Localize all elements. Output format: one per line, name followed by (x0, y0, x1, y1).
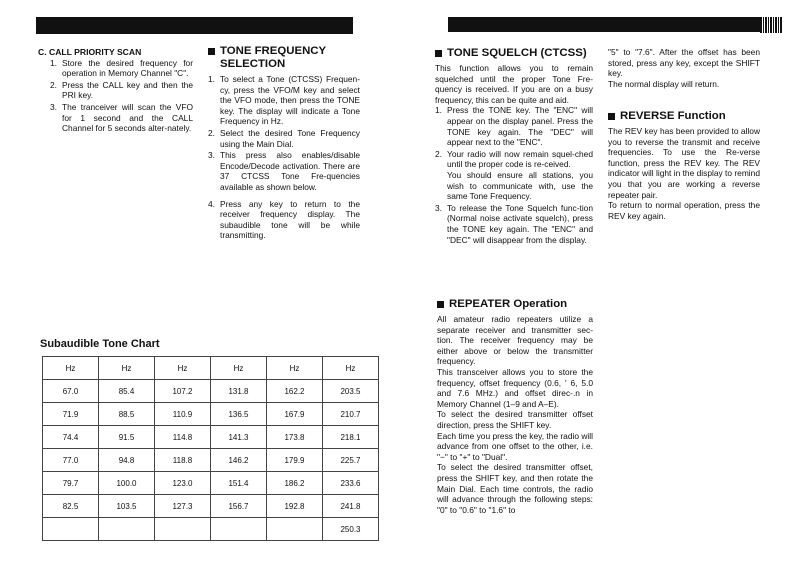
table-cell: 94.8 (99, 449, 155, 472)
repeater-title: REPEATER Operation (449, 298, 568, 310)
table-row (43, 449, 379, 472)
table-cell: 210.7 (323, 403, 379, 426)
list-item: 4. Press any key to return to the receiver frequency display. The subaudible tone will be while transmitting. (208, 198, 360, 241)
repeater-paragraph: Each time you press the key, the radio will advance from one offset to the other, i.e. "−" to "+" to "Dual". (437, 430, 593, 462)
table-cell: 179.9 (267, 449, 323, 472)
tone-squelch-heading (435, 47, 593, 60)
list-item: 2. Select the desired Tone Frequency using the Main Dial. (208, 127, 360, 149)
table-cell: 250.3 (323, 518, 379, 541)
reverse-paragraph: To return to normal operation, press the REV key again. (608, 200, 760, 221)
reverse-heading (608, 110, 760, 123)
table-row (43, 403, 379, 426)
tone-chart-table (42, 356, 379, 541)
table-cell: 118.8 (155, 449, 211, 472)
table-cell: 233.6 (323, 472, 379, 495)
table-cell: 77.0 (43, 449, 99, 472)
table-cell (99, 518, 155, 541)
tone-frequency-title-line1: TONE FREQUENCY (220, 45, 327, 57)
table-row (43, 472, 379, 495)
call-priority-section (38, 47, 193, 135)
table-cell: 203.5 (323, 380, 379, 403)
column-header: Hz (99, 357, 155, 380)
table-cell: 74.4 (43, 426, 99, 449)
column-header: Hz (43, 357, 99, 380)
reverse-paragraph: The REV key has been provided to allow you to reverse the transmit and receive frequencies. To use the Re-verse function, press the REV key. The REV indicator will light in the display to remind you that you are working a reverse repeater pair. (608, 126, 760, 200)
continued-paragraph: The normal display will return. (608, 78, 720, 89)
list-item: 3. To release the Tone Squelch func-tion (Normal noise activate squelch), press the TONE key again. The "ENC" and "DEC" will disappear from the display. (435, 202, 593, 245)
table-cell: 225.7 (323, 449, 379, 472)
table-cell: 85.4 (99, 380, 155, 403)
tone-squelch-title: TONE SQUELCH (CTCSS) (447, 47, 587, 59)
bullet-square-icon (435, 50, 442, 57)
bullet-square-icon (208, 48, 215, 55)
tone-frequency-steps (208, 74, 360, 241)
table-cell: 71.9 (43, 403, 99, 426)
table-header-row (43, 357, 379, 380)
list-item: 1. To select a Tone (CTCSS) Frequen-cy, press the VFO/M key and select the VFO mode, then press the TONE key. The display will indicate a Tone Frequency in Hz. (208, 74, 360, 127)
bullet-square-icon (608, 113, 615, 120)
table-cell: 127.3 (155, 495, 211, 518)
list-item: 2. Press the CALL key and then the PRI key. (50, 79, 193, 101)
table-cell: 136.5 (211, 403, 267, 426)
table-cell: 192.8 (267, 495, 323, 518)
list-item: 1. Store the desired frequency for operation in Memory Channel "C". (50, 57, 193, 79)
right-header-stripes (760, 17, 783, 33)
table-cell (155, 518, 211, 541)
table-cell (211, 518, 267, 541)
list-item: 1. Press the TONE key. The "ENC" will appear on the display panel. Press the TONE key again. The "DEC" will appear next to the "ENC". (435, 105, 593, 148)
list-item: 3. The tranceiver will scan the VFO for 1 second and the CALL Channel for 5 seconds alter-nately. (50, 101, 193, 134)
column-header: Hz (323, 357, 379, 380)
table-cell: 173.8 (267, 426, 323, 449)
table-cell: 151.4 (211, 472, 267, 495)
table-row (43, 380, 379, 403)
repeater-paragraph: To select the desired transmitter offset direction, press the SHIFT key. (437, 409, 593, 430)
repeater-paragraph: This transceiver allows you to store the frequency, offset frequency (0.6, ' 6, 5.0 and 7.6 MHz.) and offset direc-.n in Memory Channel (1–9 and A–E). (437, 366, 593, 409)
reverse-section (608, 110, 760, 221)
continued-paragraph: "5" to "7.6". After the offset has been stored, press any key, except the SHIFT key. (608, 47, 760, 79)
left-header-bar (36, 17, 353, 34)
repeater-heading (437, 298, 593, 311)
list-item: 3. This press also enables/disable Encode/Decode activation. There are 37 CTCSS Tone Fre-quencies available as shown below. (208, 150, 360, 192)
column-header: Hz (211, 357, 267, 380)
table-cell: 91.5 (99, 426, 155, 449)
repeater-section (437, 298, 593, 515)
tone-squelch-steps (435, 105, 593, 245)
tone-squelch-step2-note: You should ensure all stations, you wish to communicate with, use the same Tone Frequency. (447, 169, 593, 202)
table-cell: 123.0 (155, 472, 211, 495)
tone-frequency-section (208, 45, 360, 242)
repeater-paragraph: All amateur radio repeaters utilize a separate receiver and transmitter sec-tion. The receiver frequency may be either above or below the transmitter frequency. (437, 314, 593, 367)
tone-chart-title: Subaudible Tone Chart (40, 338, 160, 350)
column-header: Hz (267, 357, 323, 380)
tone-frequency-heading (208, 45, 360, 71)
table-cell: 167.9 (267, 403, 323, 426)
table-cell: 103.5 (99, 495, 155, 518)
reverse-title: REVERSE Function (620, 110, 726, 122)
table-cell: 218.1 (323, 426, 379, 449)
tone-squelch-step2: Your radio will now remain squel-ched until the proper code is re-ceived. (447, 148, 593, 170)
table-cell: 162.2 (267, 380, 323, 403)
right-header-bar (448, 17, 760, 32)
table-row (43, 426, 379, 449)
table-cell: 241.8 (323, 495, 379, 518)
table-cell: 67.0 (43, 380, 99, 403)
table-cell: 146.2 (211, 449, 267, 472)
table-cell: 110.9 (155, 403, 211, 426)
table-row (43, 518, 379, 541)
table-cell: 100.0 (99, 472, 155, 495)
column-header: Hz (155, 357, 211, 380)
table-cell: 114.8 (155, 426, 211, 449)
table-cell: 186.2 (267, 472, 323, 495)
table-row (43, 495, 379, 518)
table-cell: 131.8 (211, 380, 267, 403)
call-priority-title: C. CALL PRIORITY SCAN (38, 47, 142, 57)
bullet-square-icon (437, 301, 444, 308)
tone-frequency-title-line2: SELECTION (220, 58, 286, 70)
call-priority-steps (38, 58, 193, 134)
table-cell: 79.7 (43, 472, 99, 495)
table-cell: 82.5 (43, 495, 99, 518)
table-cell: 141.3 (211, 426, 267, 449)
table-cell: 107.2 (155, 380, 211, 403)
table-cell: 156.7 (211, 495, 267, 518)
tone-squelch-section (435, 47, 593, 246)
list-item: 2. Your radio will now remain squel-ched until the proper code is re-ceived. You should ensure all stations, you wish to communicate with, use the same Tone Frequency. (435, 148, 593, 202)
tone-squelch-intro: This function allows you to remain squelched until the proper Tone Fre-quency is received. If you are on a busy frequency, this can be quite and aid. (435, 63, 593, 105)
table-cell: 88.5 (99, 403, 155, 426)
table-cell (267, 518, 323, 541)
repeater-paragraph: To select the desired transmitter offset, press the SHIFT key, and then rotate the Main Dial. Each time controls, the radio will advance through the following steps: "0" to "0.6" to "1.6" to (437, 462, 593, 515)
table-cell (43, 518, 99, 541)
offset-continued-section (608, 47, 760, 89)
